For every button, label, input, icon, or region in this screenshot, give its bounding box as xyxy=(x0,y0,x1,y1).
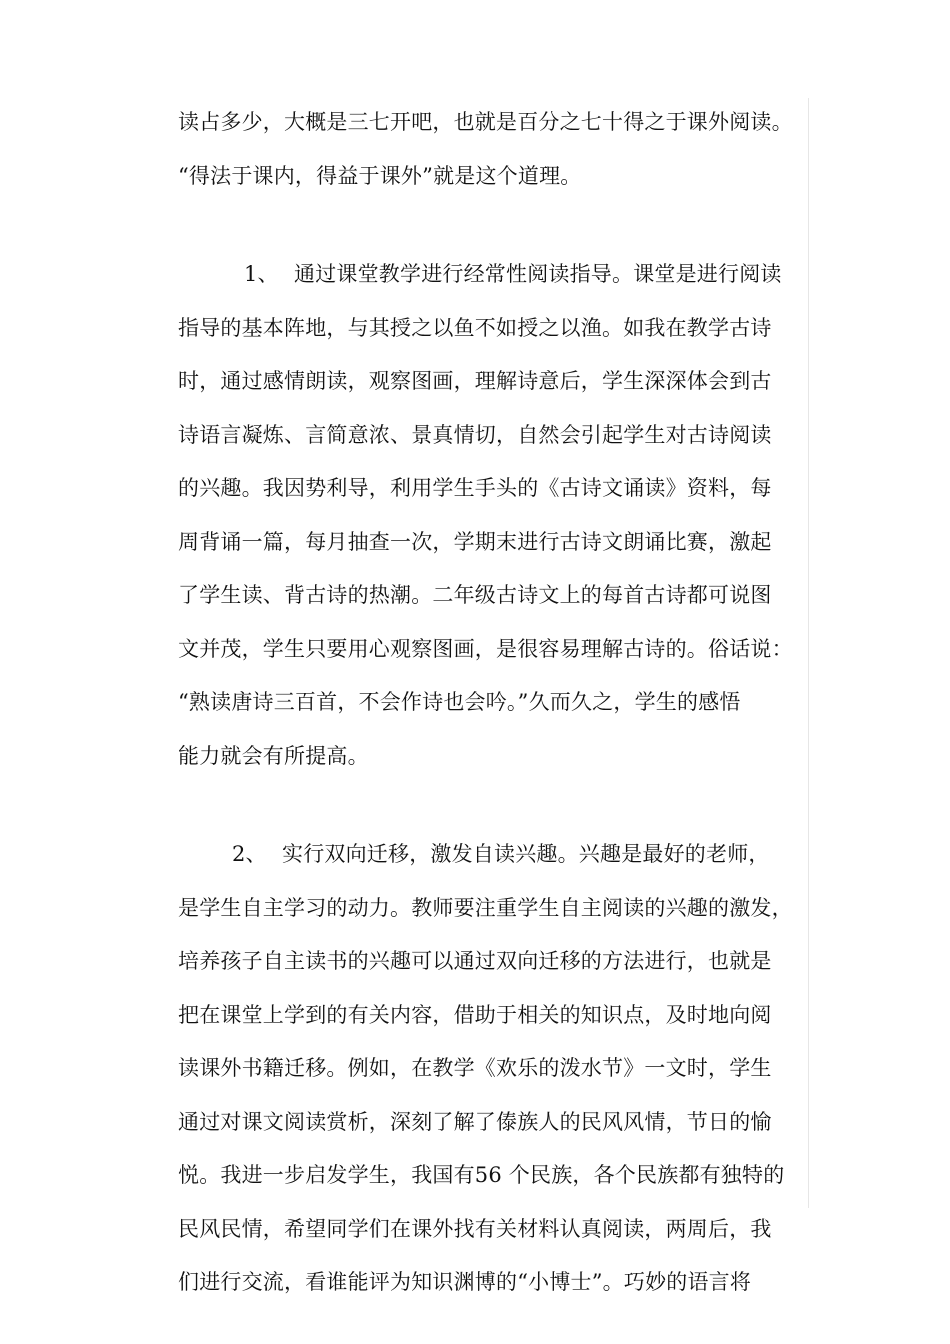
section-1-heading-text: 通过课堂教学进行经常性阅读指导。课堂是进行阅读 xyxy=(294,262,782,286)
section-2-first-line xyxy=(178,828,810,882)
section-1-line: 诗语言凝炼、言简意浓、景真情切，自然会引起学生对古诗阅读 xyxy=(178,422,772,447)
section-1-line: 能力就会有所提高。 xyxy=(178,743,369,768)
section-2-line: 把在课堂上学到的有关内容，借助于相关的知识点，及时地向阅 xyxy=(178,1002,772,1027)
intro-line-1: 读占多少，大概是三七开吧，也就是百分之七十得之于课外阅读。 xyxy=(178,110,793,134)
section-1-line: 周背诵一篇，每月抽查一次，学期末进行古诗文朗诵比赛，激起 xyxy=(178,529,772,554)
section-2-line: 民风民情，希望同学们在课外找有关材料认真阅读，两周后，我 xyxy=(178,1216,772,1241)
section-1-line: “熟读唐诗三百首，不会作诗也会吟。”久而久之，学生的感悟 xyxy=(178,690,741,714)
section-2-line: 通过对课文阅读赏析，深刻了解了傣族人的民风风情，节日的愉 xyxy=(178,1109,772,1134)
section-1-line: 指导的基本阵地，与其授之以鱼不如授之以渔。如我在教学古诗 xyxy=(178,315,772,340)
section-2-paragraph xyxy=(178,828,810,1310)
section-2-line: 培养孩子自主读书的兴趣可以通过双向迁移的方法进行，也就是 xyxy=(178,949,772,973)
document-body xyxy=(178,96,810,1310)
section-1-first-line xyxy=(178,248,810,302)
paragraph-spacer xyxy=(178,203,810,248)
section-2-line: 悦。我进一步启发学生，我国有56 个民族，各个民族都有独特的 xyxy=(178,1163,785,1187)
section-2-heading-text: 实行双向迁移，激发自读兴趣。兴趣是最好的老师， xyxy=(282,842,770,866)
section-2-line: 们进行交流，看谁能评为知识渊博的“小博士”。巧妙的语言将 xyxy=(178,1270,752,1294)
intro-line-2: “得法于课内，得益于课外”就是这个道理。 xyxy=(178,163,582,188)
section-2-line: 读课外书籍迁移。例如，在教学《欢乐的泼水节》一文时，学生 xyxy=(178,1056,772,1080)
section-1-line: 的兴趣。我因势利导，利用学生手头的《古诗文诵读》资料，每 xyxy=(178,476,772,500)
section-1-number: 1、 xyxy=(244,262,279,286)
section-2-line: 是学生自主学习的动力。教师要注重学生自主阅读的兴趣的激发， xyxy=(178,895,793,920)
section-2-number: 2、 xyxy=(232,842,267,866)
section-1-line: 了学生读、背古诗的热潮。二年级古诗文上的每首古诗都可说图 xyxy=(178,583,772,607)
paragraph-spacer xyxy=(178,783,810,828)
section-1-line: 时，通过感情朗读，观察图画，理解诗意后，学生深深体会到古 xyxy=(178,369,772,393)
section-1-paragraph xyxy=(178,248,810,783)
section-1-line: 文并茂，学生只要用心观察图画，是很容易理解古诗的。俗话说： xyxy=(178,636,793,661)
